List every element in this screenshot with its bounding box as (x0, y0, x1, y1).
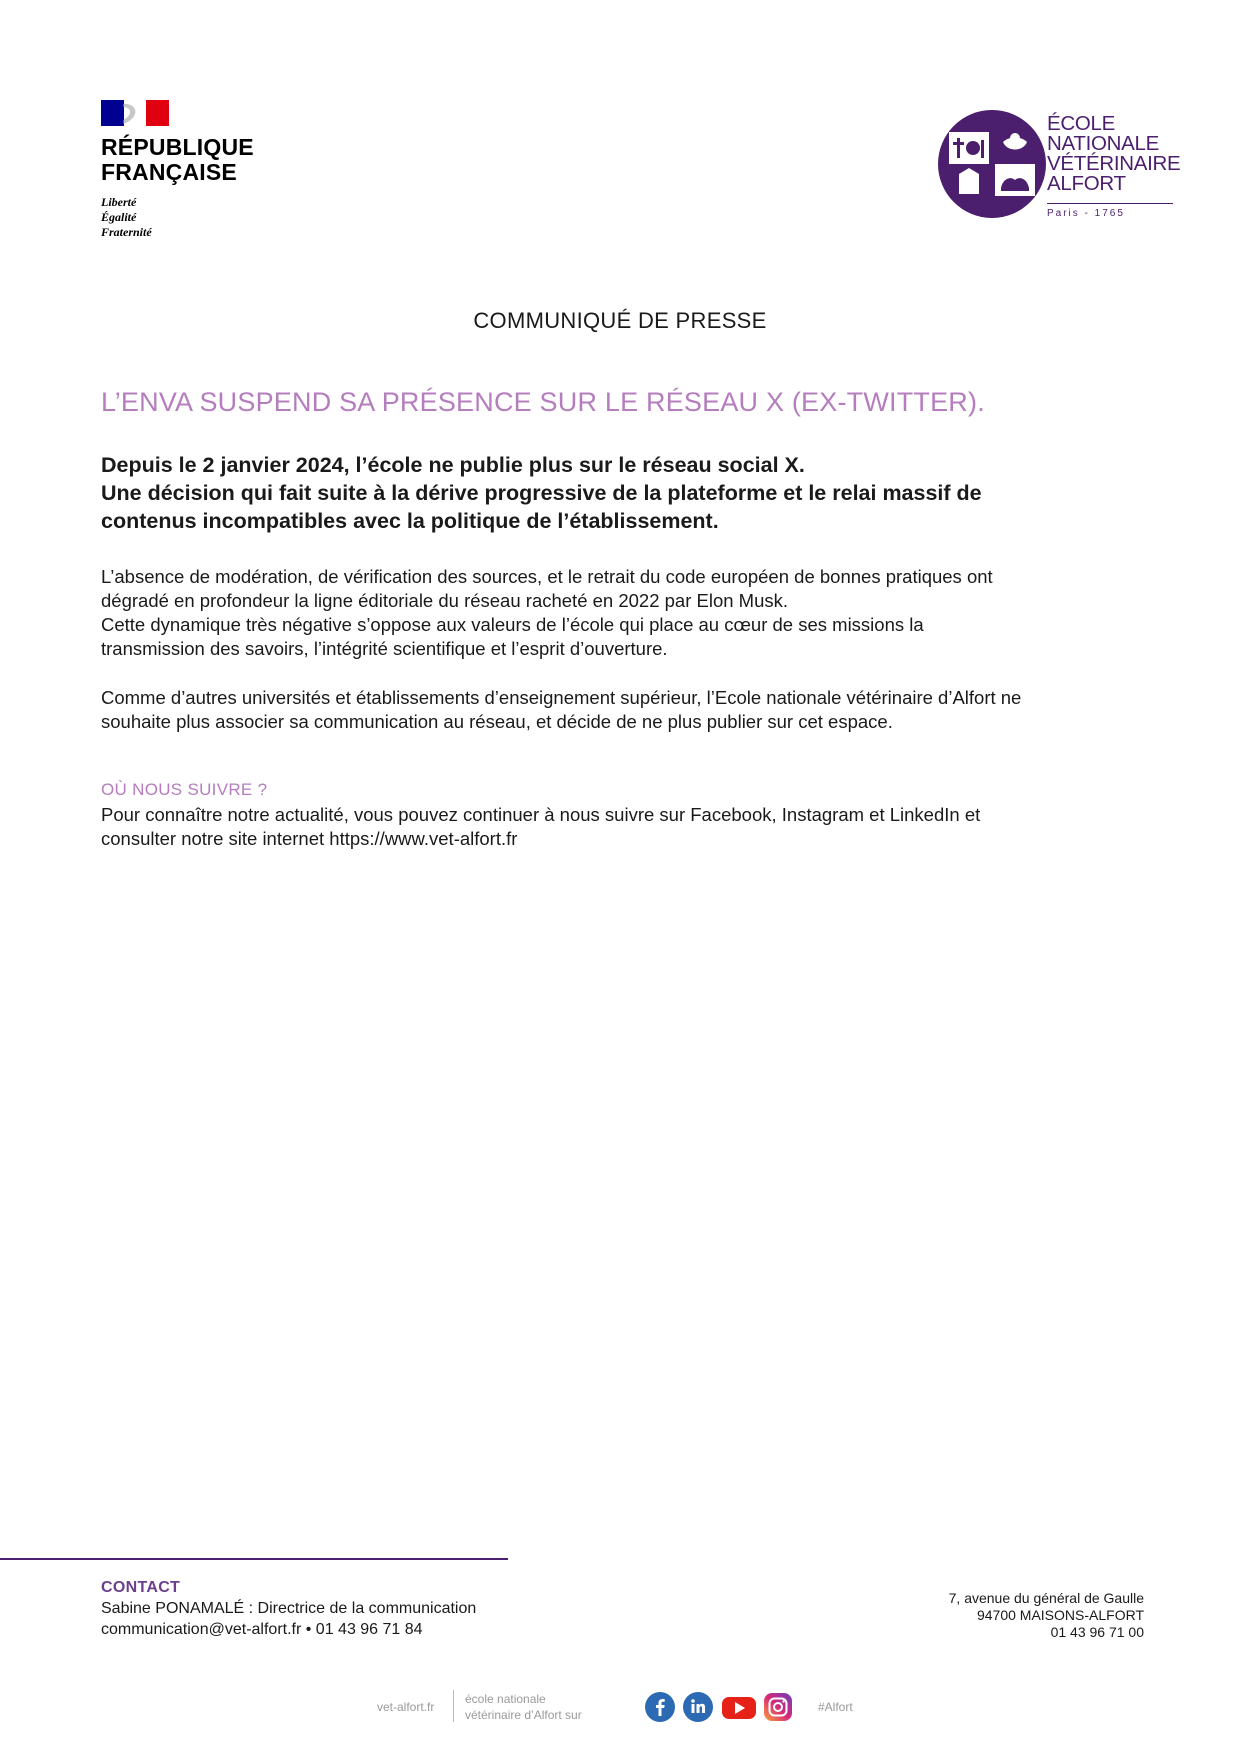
body-line: Comme d’autres universités et établissements d’enseignement supérieur, l’Ecole nationale vétérinaire d’Alfort ne (101, 687, 1022, 708)
contact-email-phone[interactable]: communication@vet-alfort.fr • 01 43 96 71 84 (101, 1621, 423, 1638)
republique-francaise-logo (101, 100, 301, 240)
instagram-icon[interactable] (763, 1692, 793, 1722)
body-line: dégradé en profondeur la ligne éditoriale du réseau racheté en 2022 par Elon Musk. (101, 590, 789, 611)
social-caption-line: école nationale (465, 1692, 546, 1706)
contact-heading: CONTACT (101, 1579, 181, 1596)
social-bar (0, 1690, 1240, 1730)
social-caption-line: vétérinaire d’Alfort sur (465, 1708, 582, 1722)
contact-divider (0, 1558, 508, 1560)
enva-wordmark (1047, 112, 1181, 195)
body-line: transmission des savoirs, l’intégrité scientifique et l’esprit d’ouverture. (101, 638, 668, 659)
facebook-icon[interactable] (645, 1692, 675, 1722)
social-caption (465, 1691, 582, 1723)
document-type-label: COMMUNIQUÉ DE PRESSE (473, 308, 767, 333)
follow-line[interactable]: consulter notre site internet https://www.vet-alfort.fr (101, 828, 518, 849)
lead-line: contenus incompatibles avec la politique de l’établissement. (101, 509, 719, 533)
follow-line: Pour connaître notre actualité, vous pouvez continuer à nous suivre sur Facebook, Instagram et LinkedIn et (101, 804, 981, 825)
body-paragraph-2 (101, 686, 1141, 734)
follow-paragraph (101, 803, 1141, 851)
enva-line-nationale: NATIONALE (1047, 132, 1159, 155)
motto-fraternite: Fraternité (101, 225, 152, 239)
lead-line: Une décision qui fait suite à la dérive progressive de la plateforme et le relai massif de (101, 481, 982, 505)
follow-heading: OÙ NOUS SUIVRE ? (101, 780, 268, 799)
address-city: 94700 MAISONS-ALFORT (976, 1607, 1144, 1623)
body-line: Cette dynamique très négative s’oppose aux valeurs de l’école qui place au cœur de ses missions la (101, 614, 924, 635)
enva-emblem-icon (937, 108, 1047, 220)
lead-paragraph (101, 451, 1141, 535)
enva-divider (1047, 203, 1173, 204)
youtube-icon[interactable] (721, 1692, 757, 1722)
motto-liberte: Liberté (101, 195, 137, 209)
republique-name-line1: RÉPUBLIQUE (101, 134, 254, 160)
address-street: 7, avenue du général de Gaulle (948, 1590, 1144, 1606)
hashtag: #Alfort (818, 1700, 853, 1714)
body-line: souhaite plus associer sa communication au réseau, et décide de ne plus publier sur cet espace. (101, 711, 893, 732)
contact-name: Sabine PONAMALÉ : Directrice de la communication (101, 1600, 477, 1617)
enva-line-veterinaire: VÉTÉRINAIRE (1047, 152, 1181, 175)
enva-logo (937, 108, 1181, 220)
social-separator (453, 1690, 454, 1722)
body-line: L’absence de modération, de vérification des sources, et le retrait du code européen de bonnes pratiques ont (101, 566, 993, 587)
motto-egalite: Égalité (101, 210, 137, 224)
site-link[interactable]: vet-alfort.fr (377, 1700, 435, 1714)
enva-line-ecole: ÉCOLE (1047, 112, 1115, 135)
republique-motto (101, 195, 301, 240)
address-phone: 01 43 96 71 00 (1050, 1624, 1144, 1640)
republique-name (101, 135, 301, 185)
enva-line-alfort: ALFORT (1047, 172, 1126, 195)
republique-name-line2: FRANÇAISE (101, 159, 237, 185)
enva-city-date: Paris - 1765 (1047, 208, 1125, 219)
press-headline: L’ENVA SUSPEND SA PRÉSENCE SUR LE RÉSEAU X (EX-TWITTER). (101, 387, 985, 417)
linkedin-icon[interactable] (683, 1692, 713, 1722)
marianne-flag-icon (101, 100, 169, 126)
lead-line: Depuis le 2 janvier 2024, l’école ne publie plus sur le réseau social X. (101, 453, 805, 477)
postal-address (949, 1590, 1144, 1641)
body-paragraph-1 (101, 565, 1141, 661)
